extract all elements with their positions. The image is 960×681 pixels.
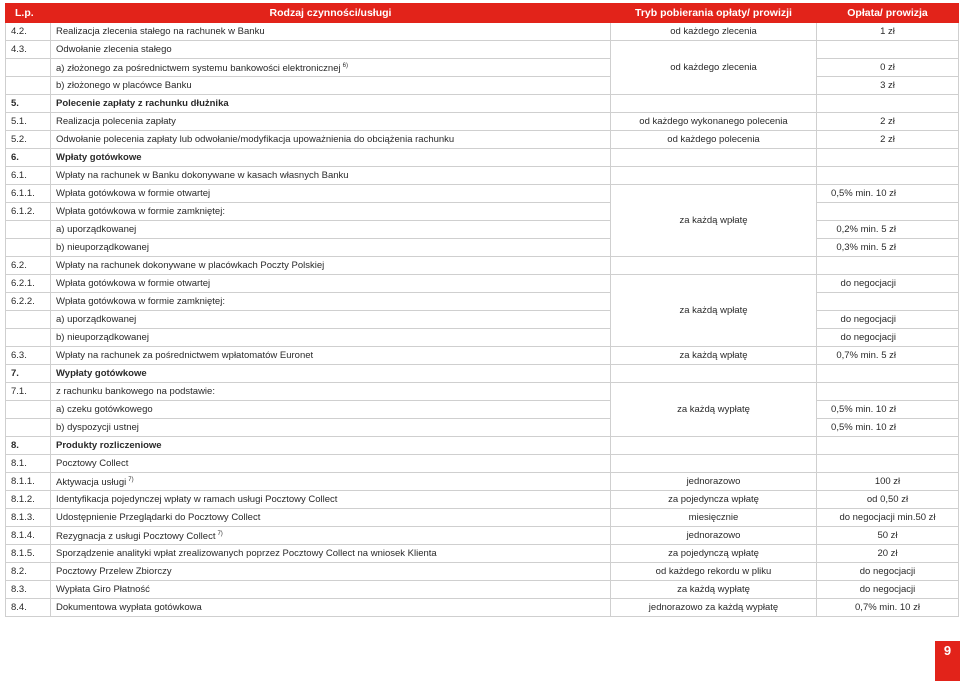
row-lp: 8.1.1.	[6, 473, 51, 491]
row-mode	[611, 257, 817, 275]
row-desc	[51, 527, 611, 545]
footnote-ref: 7)	[217, 531, 223, 537]
table-row	[6, 527, 959, 545]
row-mode: za każdą wpłatę	[611, 275, 817, 347]
row-lp	[6, 221, 51, 239]
table-row	[6, 329, 959, 347]
row-mode	[611, 149, 817, 167]
row-desc: Wpłata gotówkowa w formie otwartej	[51, 185, 611, 203]
row-fee: 2 zł	[817, 131, 959, 149]
row-fee	[817, 95, 959, 113]
table-row	[6, 419, 959, 437]
table-row	[6, 41, 959, 59]
row-lp	[6, 401, 51, 419]
footnote-ref: 6)	[342, 63, 348, 69]
footnote-ref: 7)	[128, 477, 134, 483]
row-fee	[817, 203, 959, 221]
table-row	[6, 347, 959, 365]
row-lp: 5.2.	[6, 131, 51, 149]
row-desc: Udostępnienie Przeglądarki do Pocztowy Collect	[51, 509, 611, 527]
row-mode	[611, 167, 817, 185]
row-desc: Identyfikacja pojedynczej wpłaty w ramach usługi Pocztowy Collect	[51, 491, 611, 509]
row-desc	[51, 473, 611, 491]
row-lp: 6.2.2.	[6, 293, 51, 311]
row-fee	[817, 455, 959, 473]
row-lp	[6, 77, 51, 95]
section-row	[6, 149, 959, 167]
table-row	[6, 581, 959, 599]
row-lp: 5.	[6, 95, 51, 113]
row-lp: 6.1.	[6, 167, 51, 185]
row-lp	[6, 59, 51, 77]
row-mode: od każdego polecenia	[611, 131, 817, 149]
header-lp: L.p.	[6, 4, 51, 23]
table-row	[6, 23, 959, 41]
row-lp: 5.1.	[6, 113, 51, 131]
row-desc: Wpłaty na rachunek za pośrednictwem wpłatomatów Euronet	[51, 347, 611, 365]
row-fee: 0,5% min. 10 zł	[817, 401, 959, 419]
table-row	[6, 77, 959, 95]
table-row	[6, 455, 959, 473]
page-number: 9	[943, 643, 952, 658]
table-row	[6, 203, 959, 221]
section-row	[6, 365, 959, 383]
row-lp: 4.2.	[6, 23, 51, 41]
table-row	[6, 167, 959, 185]
row-lp: 8.1.4.	[6, 527, 51, 545]
row-desc: Odwołanie zlecenia stałego	[51, 41, 611, 59]
row-desc	[51, 59, 611, 77]
row-fee: 0,3% min. 5 zł	[817, 239, 959, 257]
row-desc: Wypłata Giro Płatność	[51, 581, 611, 599]
table-header	[6, 4, 959, 23]
row-desc: Odwołanie polecenia zapłaty lub odwołanie/modyfikacja upoważnienia do obciążenia rachunku	[51, 131, 611, 149]
row-fee	[817, 257, 959, 275]
row-fee: 50 zł	[817, 527, 959, 545]
table-row	[6, 509, 959, 527]
row-fee: do negocjacji	[817, 581, 959, 599]
row-fee: 2 zł	[817, 113, 959, 131]
row-desc: a) uporządkowanej	[51, 311, 611, 329]
row-mode: miesięcznie	[611, 509, 817, 527]
row-desc: Wypłaty gotówkowe	[51, 365, 611, 383]
row-lp: 6.3.	[6, 347, 51, 365]
row-lp: 8.1.5.	[6, 545, 51, 563]
row-lp: 6.	[6, 149, 51, 167]
row-lp: 6.1.2.	[6, 203, 51, 221]
table-row	[6, 257, 959, 275]
row-fee: do negocjacji min.50 zł	[817, 509, 959, 527]
row-mode	[611, 365, 817, 383]
table-row	[6, 545, 959, 563]
row-desc: b) nieuporządkowanej	[51, 239, 611, 257]
row-lp: 7.	[6, 365, 51, 383]
table-row	[6, 131, 959, 149]
table-row	[6, 383, 959, 401]
row-fee: 0,5% min. 10 zł	[817, 419, 959, 437]
row-fee: 0 zł	[817, 59, 959, 77]
row-desc: Wpłata gotówkowa w formie otwartej	[51, 275, 611, 293]
row-desc: Sporządzenie analityki wpłat zrealizowanych poprzez Pocztowy Collect na wniosek Klienta	[51, 545, 611, 563]
row-mode: od każdego rekordu w pliku	[611, 563, 817, 581]
row-mode: za pojedynczą wpłatę	[611, 545, 817, 563]
row-desc: Produkty rozliczeniowe	[51, 437, 611, 455]
row-mode: za pojedyncza wpłatę	[611, 491, 817, 509]
row-fee: 0,7% min. 5 zł	[817, 347, 959, 365]
row-desc: z rachunku bankowego na podstawie:	[51, 383, 611, 401]
row-lp: 8.	[6, 437, 51, 455]
row-desc: Pocztowy Collect	[51, 455, 611, 473]
table-row	[6, 599, 959, 617]
row-desc-text: Rezygnacja z usługi Pocztowy Collect	[56, 531, 216, 542]
row-fee: 0,5% min. 10 zł	[817, 185, 959, 203]
table-row	[6, 563, 959, 581]
row-desc-text: Aktywacja usługi	[56, 477, 127, 488]
row-fee	[817, 365, 959, 383]
row-lp: 8.4.	[6, 599, 51, 617]
row-mode	[611, 95, 817, 113]
row-desc: Dokumentowa wypłata gotówkowa	[51, 599, 611, 617]
row-desc: Wpłaty gotówkowe	[51, 149, 611, 167]
row-desc: Polecenie zapłaty z rachunku dłużnika	[51, 95, 611, 113]
row-fee	[817, 149, 959, 167]
row-lp: 8.1.	[6, 455, 51, 473]
row-mode: jednorazowo	[611, 527, 817, 545]
row-fee: 0,2% min. 5 zł	[817, 221, 959, 239]
row-lp: 8.3.	[6, 581, 51, 599]
fee-table	[5, 3, 959, 617]
table-row	[6, 293, 959, 311]
row-mode: od każdego zlecenia	[611, 23, 817, 41]
row-fee: do negocjacji	[817, 563, 959, 581]
row-mode: za każdą wypłatę	[611, 581, 817, 599]
row-desc: Wpłata gotówkowa w formie zamkniętej:	[51, 203, 611, 221]
row-lp: 6.2.	[6, 257, 51, 275]
table-row	[6, 275, 959, 293]
row-fee: 0,7% min. 10 zł	[817, 599, 959, 617]
table-row	[6, 311, 959, 329]
table-row	[6, 185, 959, 203]
row-mode: od każdego wykonanego polecenia	[611, 113, 817, 131]
row-desc: Pocztowy Przelew Zbiorczy	[51, 563, 611, 581]
row-lp: 8.1.3.	[6, 509, 51, 527]
row-mode	[611, 437, 817, 455]
row-mode	[611, 455, 817, 473]
table-row	[6, 491, 959, 509]
table-row	[6, 401, 959, 419]
header-activity: Rodzaj czynności/usługi	[51, 4, 611, 23]
row-desc: Wpłata gotówkowa w formie zamkniętej:	[51, 293, 611, 311]
row-fee: 20 zł	[817, 545, 959, 563]
table-row	[6, 239, 959, 257]
row-desc: a) uporządkowanej	[51, 221, 611, 239]
table-row	[6, 113, 959, 131]
table-row	[6, 221, 959, 239]
row-desc: Wpłaty na rachunek dokonywane w placówkach Poczty Polskiej	[51, 257, 611, 275]
row-fee: 1 zł	[817, 23, 959, 41]
row-desc: Realizacja polecenia zapłaty	[51, 113, 611, 131]
row-lp	[6, 419, 51, 437]
page-number-badge	[935, 641, 960, 681]
row-lp: 4.3.	[6, 41, 51, 59]
header-fee: Opłata/ prowizja	[817, 4, 959, 23]
row-fee: 3 zł	[817, 77, 959, 95]
row-fee: do negocjacji	[817, 311, 959, 329]
row-lp	[6, 329, 51, 347]
section-row	[6, 95, 959, 113]
row-lp	[6, 311, 51, 329]
row-desc: b) złożonego w placówce Banku	[51, 77, 611, 95]
row-fee: 100 zł	[817, 473, 959, 491]
row-mode: jednorazowo za każdą wypłatę	[611, 599, 817, 617]
row-fee	[817, 383, 959, 401]
row-lp: 8.2.	[6, 563, 51, 581]
row-fee	[817, 293, 959, 311]
table-row	[6, 59, 959, 77]
row-desc-text: a) złożonego za pośrednictwem systemu bankowości elektronicznej	[56, 63, 341, 74]
row-mode: od każdego zlecenia	[611, 41, 817, 95]
row-desc: Wpłaty na rachunek w Banku dokonywane w kasach własnych Banku	[51, 167, 611, 185]
row-mode: za każdą wpłatę	[611, 185, 817, 257]
row-fee: do negocjacji	[817, 329, 959, 347]
row-lp: 8.1.2.	[6, 491, 51, 509]
header-mode: Tryb pobierania opłaty/ prowizji	[611, 4, 817, 23]
row-fee	[817, 41, 959, 59]
row-desc: a) czeku gotówkowego	[51, 401, 611, 419]
row-fee	[817, 437, 959, 455]
row-fee: do negocjacji	[817, 275, 959, 293]
row-mode: jednorazowo	[611, 473, 817, 491]
row-mode: za każdą wpłatę	[611, 347, 817, 365]
row-mode: za każdą wypłatę	[611, 383, 817, 437]
table-row	[6, 473, 959, 491]
row-desc: Realizacja zlecenia stałego na rachunek w Banku	[51, 23, 611, 41]
row-desc: b) nieuporządkowanej	[51, 329, 611, 347]
row-lp	[6, 239, 51, 257]
row-desc: b) dyspozycji ustnej	[51, 419, 611, 437]
row-lp: 7.1.	[6, 383, 51, 401]
section-row	[6, 437, 959, 455]
row-lp: 6.1.1.	[6, 185, 51, 203]
row-fee	[817, 167, 959, 185]
row-lp: 6.2.1.	[6, 275, 51, 293]
row-fee: od 0,50 zł	[817, 491, 959, 509]
